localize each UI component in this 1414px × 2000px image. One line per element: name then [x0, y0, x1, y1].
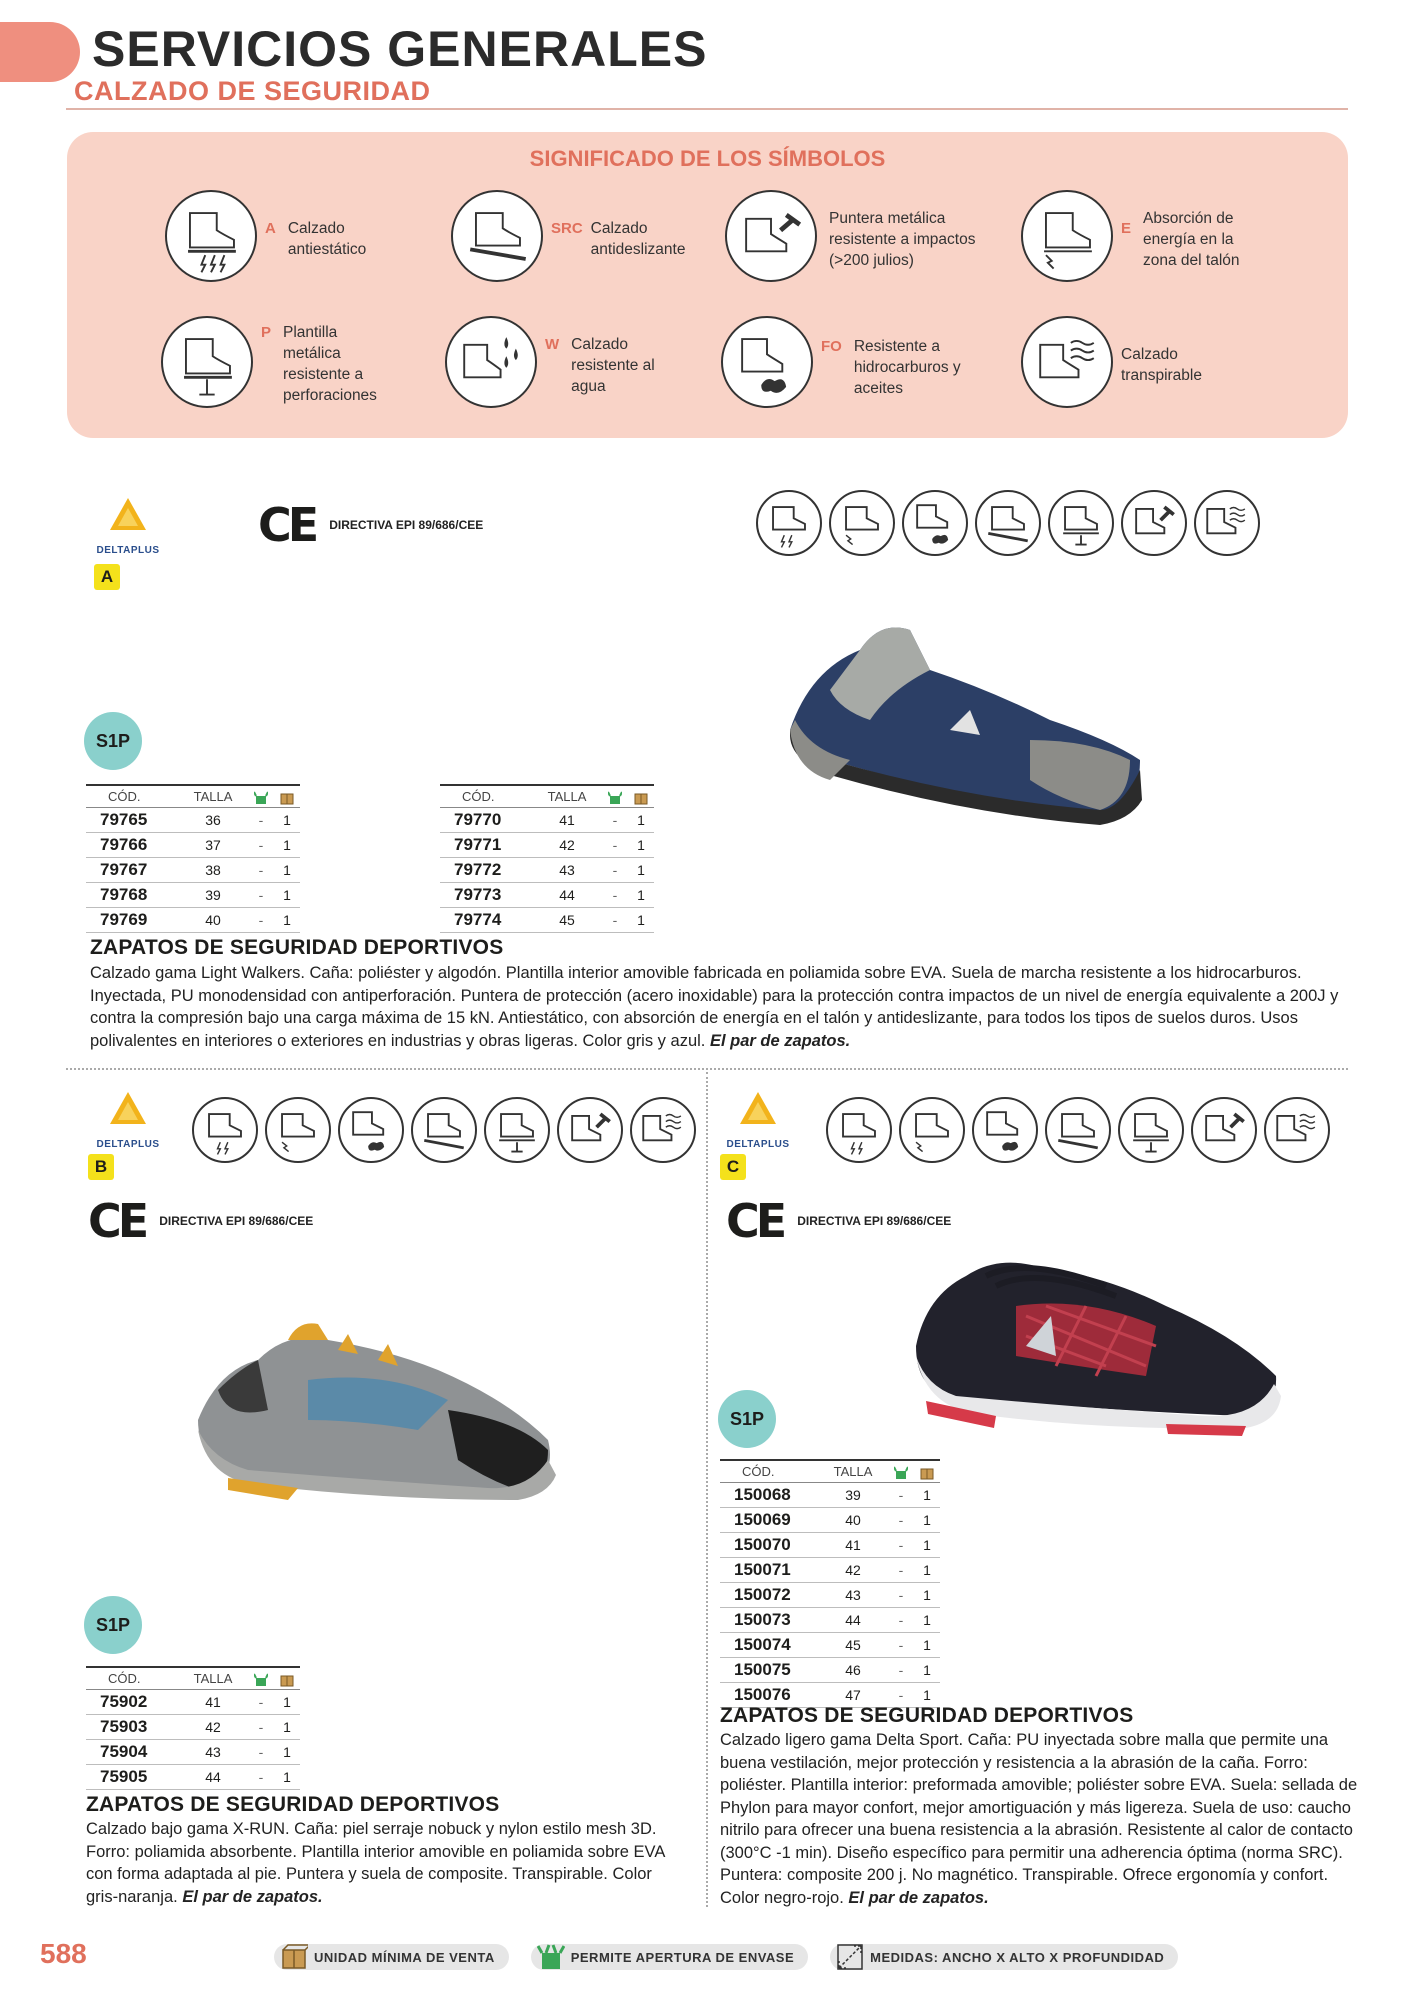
min-cell: 1	[274, 1764, 300, 1789]
antistatic-icon	[826, 1097, 892, 1163]
open-cell: -	[888, 1632, 914, 1657]
code-cell: 150069	[720, 1507, 818, 1532]
open-box-icon	[894, 1466, 908, 1480]
directive-text: DIRECTIVA EPI 89/686/CEE	[159, 1214, 314, 1228]
description-text: Calzado bajo gama X-RUN. Caña: piel serraje nobuck y nylon estilo mesh 3D. Forro: poliamida absorbente. Plantilla interior amovible en poliamida sobre EVA con forma adaptada al pie. Puntera y suela de composite. Transpirable. Color gris-naranja.	[86, 1820, 665, 1906]
breathable-icon	[1021, 316, 1113, 408]
open-box-icon	[254, 1673, 268, 1687]
oil-resistant-icon	[972, 1097, 1038, 1163]
min-cell: 1	[274, 857, 300, 882]
box-icon	[280, 1673, 294, 1687]
open-cell: -	[888, 1682, 914, 1707]
anti-slip-icon	[1045, 1097, 1111, 1163]
legend-item-steel-toe	[725, 190, 975, 282]
product-c-description	[720, 1729, 1360, 1909]
steel-toe-icon	[557, 1097, 623, 1163]
puncture-plate-icon	[1048, 490, 1114, 556]
legend-text: Plantilla metálica resistente a perforaciones	[283, 324, 377, 404]
section-divider	[66, 1068, 1348, 1070]
puncture-plate-icon	[484, 1097, 550, 1163]
title-divider	[66, 108, 1348, 110]
code-cell: 150070	[720, 1532, 818, 1557]
safety-class-badge: S1P	[84, 712, 142, 770]
col-code: CÓD.	[440, 785, 532, 807]
size-cell: 39	[818, 1482, 888, 1507]
min-cell: 1	[914, 1682, 940, 1707]
open-cell: -	[888, 1582, 914, 1607]
legend-text: Absorción de energía en la zona del talón	[1143, 210, 1240, 269]
open-cell: -	[248, 832, 274, 857]
product-a-title: ZAPATOS DE SEGURIDAD DEPORTIVOS	[90, 936, 504, 959]
ce-marking	[258, 498, 483, 552]
sale-unit: El par de zapatos.	[709, 1031, 851, 1050]
size-cell: 44	[818, 1607, 888, 1632]
open-cell: -	[248, 1714, 274, 1739]
min-cell: 1	[628, 832, 654, 857]
legend-code: SRC	[551, 220, 583, 237]
open-cell: -	[888, 1482, 914, 1507]
symbol-icons-b	[192, 1097, 696, 1163]
col-size: TALLA	[178, 1667, 248, 1689]
legend-item-water	[445, 316, 655, 408]
safety-class-badge: S1P	[718, 1390, 776, 1448]
box-icon	[920, 1466, 934, 1480]
col-code: CÓD.	[86, 1667, 178, 1689]
page-title: SERVICIOS GENERALES	[92, 21, 708, 77]
size-cell: 40	[818, 1507, 888, 1532]
table-row	[86, 1764, 300, 1789]
size-cell: 43	[818, 1582, 888, 1607]
product-tag: A	[94, 564, 120, 590]
min-cell: 1	[914, 1507, 940, 1532]
product-c-title: ZAPATOS DE SEGURIDAD DEPORTIVOS	[720, 1704, 1134, 1727]
min-cell: 1	[914, 1482, 940, 1507]
deltaplus-logo	[88, 494, 168, 564]
table-row	[86, 832, 300, 857]
footer-legend-label: PERMITE APERTURA DE ENVASE	[570, 1949, 795, 1965]
code-cell: 75902	[86, 1689, 178, 1714]
table-row	[86, 907, 300, 932]
table-row	[440, 807, 654, 832]
col-size: TALLA	[178, 785, 248, 807]
code-cell: 150075	[720, 1657, 818, 1682]
footer-legend-label: UNIDAD MÍNIMA DE VENTA	[314, 1949, 495, 1965]
code-cell: 79773	[440, 882, 532, 907]
product-b-description	[86, 1818, 678, 1908]
ce-mark: CE	[726, 1194, 784, 1248]
open-box-icon	[537, 1943, 565, 1971]
size-cell: 38	[178, 857, 248, 882]
legend-code: W	[545, 336, 560, 353]
table-row	[86, 857, 300, 882]
legend-item-oil	[721, 316, 961, 408]
min-cell: 1	[274, 1739, 300, 1764]
legend-text: Calzado antideslizante	[590, 220, 686, 258]
shoe-image-x-run	[188, 1310, 568, 1540]
open-box-icon	[254, 791, 268, 805]
description-text: Calzado ligero gama Delta Sport. Caña: PU inyectada sobre malla que permite una buena vestilación, mejor protección y resistencia a la abrasión de la caña. Forro: poliéster. Plantilla interior: preformada amovible; poliéster sobre EVA. Suela: sellada de Phylon para mayor confort, mejor amortiguación y más ligereza. Suela de uso: caucho nitrilo para ofrecer una buena resistencia a la abrasión. Resistente al calor de contacto (300°C -1 min). Diseño específico para permitir una adherencia óptima (norma SRC). Puntera: composite 200 j. No magnético. Transpirable. Ofrece ergonomía y confort. Color negro-rojo.	[720, 1731, 1358, 1907]
antistatic-icon	[192, 1097, 258, 1163]
puncture-plate-icon	[161, 316, 253, 408]
legend-text: Resistente a hidrocarburos y aceites	[853, 338, 961, 397]
size-cell: 42	[532, 832, 602, 857]
code-cell: 150076	[720, 1682, 818, 1707]
table-row	[86, 1739, 300, 1764]
code-cell: 150072	[720, 1582, 818, 1607]
ce-marking	[88, 1194, 313, 1248]
footer-legend-label: MEDIDAS: ANCHO X ALTO X PROFUNDIDAD	[870, 1949, 1165, 1965]
open-cell: -	[888, 1532, 914, 1557]
legend-code: P	[261, 324, 272, 341]
code-cell: 79768	[86, 882, 178, 907]
open-cell: -	[602, 857, 628, 882]
description-text: Calzado gama Light Walkers. Caña: poliéster y algodón. Plantilla interior amovible fabricada en poliamida sobre EVA. Suela de marcha resistente a los hidrocarburos. Inyectada, PU monodensidad con antiperforación. Puntera de protección (acero inoxidable) para la protección contra impactos de un nivel de energía equivalente a 200J y contra la compresión bajo una carga máxima de 15 kN. Antiestático, con absorción de energía en el talón y antideslizante, para todos los tipos de suelos duros. Usos polivalentes en interiores o exteriores en industrias y obras ligeras. Color gris y azul.	[90, 964, 1339, 1050]
code-cell: 150073	[720, 1607, 818, 1632]
product-a-table-left	[86, 784, 300, 933]
min-cell: 1	[628, 882, 654, 907]
legend-code: E	[1121, 220, 1132, 237]
open-cell: -	[888, 1657, 914, 1682]
section-subtitle: CALZADO DE SEGURIDAD	[74, 76, 431, 106]
legend-code: A	[265, 220, 276, 237]
code-cell: 150068	[720, 1482, 818, 1507]
brand-name: DELTAPLUS	[96, 545, 160, 556]
heel-energy-icon	[265, 1097, 331, 1163]
symbol-icons-a	[756, 490, 1260, 556]
safety-class-badge: S1P	[84, 1596, 142, 1654]
table-row	[720, 1557, 940, 1582]
min-cell: 1	[274, 907, 300, 932]
breathable-icon	[1194, 490, 1260, 556]
open-box-icon	[608, 791, 622, 805]
code-cell: 75905	[86, 1764, 178, 1789]
antistatic-icon	[165, 190, 257, 282]
code-cell: 150071	[720, 1557, 818, 1582]
min-cell: 1	[274, 807, 300, 832]
size-cell: 42	[178, 1714, 248, 1739]
legend-text: Calzado antiestático	[287, 220, 367, 258]
size-cell: 41	[178, 1689, 248, 1714]
col-size: TALLA	[818, 1460, 888, 1482]
legend-item-breathable	[1021, 316, 1202, 408]
min-cell: 1	[628, 857, 654, 882]
legend-text: Calzado transpirable	[1121, 346, 1202, 384]
steel-toe-icon	[725, 190, 817, 282]
min-cell: 1	[914, 1557, 940, 1582]
oil-resistant-icon	[338, 1097, 404, 1163]
code-cell: 79772	[440, 857, 532, 882]
symbol-icons-c	[826, 1097, 1330, 1163]
section-tab	[0, 22, 80, 82]
open-cell: -	[602, 832, 628, 857]
puncture-plate-icon	[1118, 1097, 1184, 1163]
size-cell: 43	[178, 1739, 248, 1764]
open-cell: -	[248, 1764, 274, 1789]
code-cell: 150074	[720, 1632, 818, 1657]
box-icon	[634, 791, 648, 805]
breathable-icon	[630, 1097, 696, 1163]
open-cell: -	[248, 1689, 274, 1714]
min-cell: 1	[628, 907, 654, 932]
oil-resistant-icon	[902, 490, 968, 556]
table-row	[720, 1507, 940, 1532]
legend-text: Calzado resistente al agua	[571, 336, 655, 395]
open-cell: -	[602, 807, 628, 832]
sale-unit: El par de zapatos.	[182, 1887, 323, 1906]
breathable-icon	[1264, 1097, 1330, 1163]
min-cell: 1	[914, 1532, 940, 1557]
size-cell: 44	[178, 1764, 248, 1789]
min-cell: 1	[274, 1714, 300, 1739]
open-cell: -	[248, 807, 274, 832]
open-cell: -	[602, 882, 628, 907]
shoe-image-light-walkers	[770, 610, 1150, 860]
size-cell: 41	[818, 1532, 888, 1557]
min-cell: 1	[914, 1657, 940, 1682]
ce-mark: CE	[88, 1194, 146, 1248]
min-cell: 1	[914, 1607, 940, 1632]
code-cell: 75904	[86, 1739, 178, 1764]
brand-name: DELTAPLUS	[96, 1139, 160, 1150]
product-a-table-right	[440, 784, 654, 933]
col-code: CÓD.	[86, 785, 178, 807]
code-cell: 79765	[86, 807, 178, 832]
anti-slip-icon	[451, 190, 543, 282]
open-cell: -	[602, 907, 628, 932]
legend-item-heel-energy	[1021, 190, 1240, 282]
size-cell: 46	[818, 1657, 888, 1682]
table-row	[720, 1582, 940, 1607]
symbols-legend	[67, 132, 1348, 438]
table-row	[86, 1714, 300, 1739]
table-row	[440, 857, 654, 882]
min-cell: 1	[274, 832, 300, 857]
open-cell: -	[888, 1607, 914, 1632]
product-tag: C	[720, 1154, 746, 1180]
ce-mark: CE	[258, 498, 316, 552]
col-code: CÓD.	[720, 1460, 818, 1482]
deltaplus-logo	[718, 1088, 798, 1158]
open-cell: -	[248, 857, 274, 882]
size-cell: 42	[818, 1557, 888, 1582]
size-cell: 40	[178, 907, 248, 932]
product-a-description	[90, 962, 1340, 1052]
water-drop-icon	[445, 316, 537, 408]
size-cell: 43	[532, 857, 602, 882]
table-row	[720, 1532, 940, 1557]
table-row	[440, 832, 654, 857]
product-tag: B	[88, 1154, 114, 1180]
footer-legend-item	[274, 1944, 509, 1970]
box-icon	[280, 791, 294, 805]
open-cell: -	[888, 1507, 914, 1532]
table-row	[720, 1657, 940, 1682]
steel-toe-icon	[1121, 490, 1187, 556]
size-cell: 41	[532, 807, 602, 832]
open-cell: -	[888, 1557, 914, 1582]
legend-code: FO	[821, 338, 842, 355]
col-size: TALLA	[532, 785, 602, 807]
table-row	[720, 1607, 940, 1632]
footer-legend-item	[531, 1944, 808, 1970]
size-cell: 39	[178, 882, 248, 907]
legend-text: Puntera metálica resistente a impactos (>200 julios)	[829, 210, 976, 269]
min-cell: 1	[274, 1689, 300, 1714]
brand-name: DELTAPLUS	[726, 1139, 790, 1150]
heel-energy-icon	[829, 490, 895, 556]
anti-slip-icon	[975, 490, 1041, 556]
footer-legend-item	[830, 1944, 1178, 1970]
table-row	[86, 882, 300, 907]
table-row	[86, 1689, 300, 1714]
shoe-image-delta-sport	[906, 1236, 1286, 1456]
legend-title: SIGNIFICADO DE LOS SÍMBOLOS	[529, 146, 886, 171]
oil-resistant-icon	[721, 316, 813, 408]
product-b-table	[86, 1666, 300, 1790]
directive-text: DIRECTIVA EPI 89/686/CEE	[329, 518, 484, 532]
code-cell: 79774	[440, 907, 532, 932]
code-cell: 79766	[86, 832, 178, 857]
product-b-title: ZAPATOS DE SEGURIDAD DEPORTIVOS	[86, 1793, 500, 1816]
column-divider	[706, 1072, 708, 1907]
product-c-table	[720, 1459, 940, 1708]
code-cell: 79769	[86, 907, 178, 932]
size-cell: 36	[178, 807, 248, 832]
heel-energy-icon	[899, 1097, 965, 1163]
size-cell: 47	[818, 1682, 888, 1707]
antistatic-icon	[756, 490, 822, 556]
deltaplus-logo	[88, 1088, 168, 1158]
sale-unit: El par de zapatos.	[848, 1888, 989, 1907]
page-number: 588	[40, 1938, 87, 1969]
min-cell: 1	[914, 1582, 940, 1607]
size-cell: 44	[532, 882, 602, 907]
table-row	[720, 1632, 940, 1657]
table-row	[440, 907, 654, 932]
table-row	[440, 882, 654, 907]
code-cell: 75903	[86, 1714, 178, 1739]
box-icon	[280, 1943, 308, 1971]
size-cell: 37	[178, 832, 248, 857]
size-cell: 45	[532, 907, 602, 932]
directive-text: DIRECTIVA EPI 89/686/CEE	[797, 1214, 952, 1228]
min-cell: 1	[914, 1632, 940, 1657]
table-row	[86, 807, 300, 832]
dimensions-icon	[836, 1943, 864, 1971]
legend-item-puncture-plate	[161, 316, 377, 408]
table-row	[720, 1482, 940, 1507]
anti-slip-icon	[411, 1097, 477, 1163]
open-cell: -	[248, 882, 274, 907]
code-cell: 79767	[86, 857, 178, 882]
footer-legend	[274, 1944, 1178, 1970]
code-cell: 79770	[440, 807, 532, 832]
min-cell: 1	[628, 807, 654, 832]
size-cell: 45	[818, 1632, 888, 1657]
heel-energy-icon	[1021, 190, 1113, 282]
steel-toe-icon	[1191, 1097, 1257, 1163]
legend-item-anti-slip	[451, 190, 685, 282]
open-cell: -	[248, 1739, 274, 1764]
legend-item-antistatic	[165, 190, 366, 282]
min-cell: 1	[274, 882, 300, 907]
open-cell: -	[248, 907, 274, 932]
code-cell: 79771	[440, 832, 532, 857]
